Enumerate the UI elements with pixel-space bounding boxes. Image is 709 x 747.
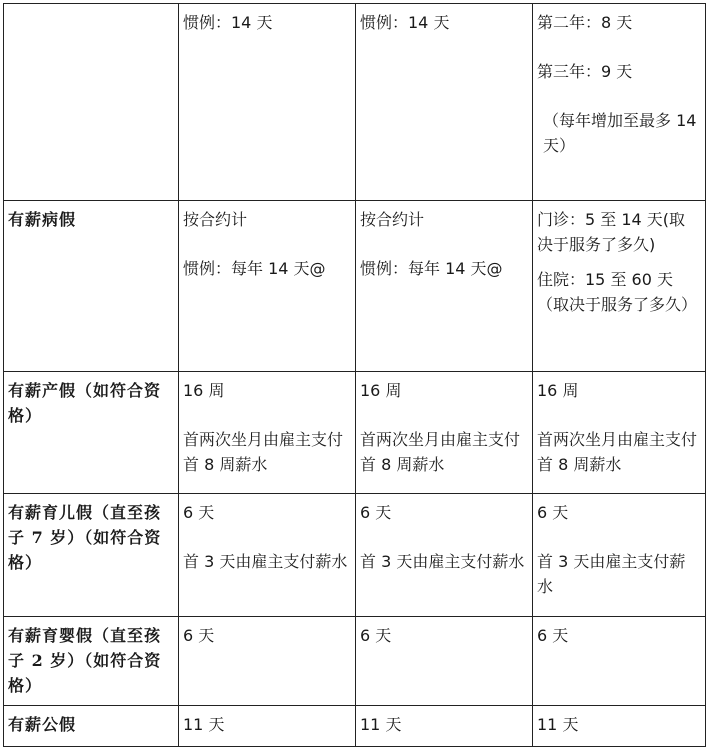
table-row-public-holidays — [4, 706, 706, 747]
cell-text: 6 天 — [360, 626, 392, 645]
table-cell — [179, 706, 356, 747]
cell-text: 惯例：每年 14 天@ — [183, 259, 326, 278]
row-header: 有薪公假 — [4, 706, 179, 747]
cell-text: 首 3 天由雇主支付薪水 — [360, 552, 525, 571]
table-cell — [179, 372, 356, 494]
table-cell — [356, 617, 533, 706]
table-cell — [533, 494, 706, 617]
cell-text: （每年增加至最多 14 天） — [543, 111, 697, 155]
cell-text: 6 天 — [360, 503, 392, 522]
row-header: 有薪育婴假（直至孩子 2 岁）（如符合资格） — [4, 617, 179, 706]
cell-text: 首 3 天由雇主支付薪水 — [183, 552, 348, 571]
cell-text: 按合约计 — [360, 210, 425, 229]
cell-text: 住院：15 至 60 天（取决于服务了多久） — [537, 270, 698, 314]
table-cell — [356, 494, 533, 617]
row-header: 有薪产假（如符合资格） — [4, 372, 179, 494]
cell-text: 首两次坐月由雇主支付首 8 周薪水 — [360, 430, 521, 474]
table-cell — [356, 372, 533, 494]
table-cell — [533, 201, 706, 372]
cell-text: 首 3 天由雇主支付薪水 — [537, 552, 686, 596]
table-cell — [356, 4, 533, 201]
table-cell — [533, 617, 706, 706]
cell-text: 11 天 — [183, 715, 225, 734]
cell-text: 第二年：8 天 — [537, 13, 633, 32]
table-cell — [179, 494, 356, 617]
cell-text: 首两次坐月由雇主支付首 8 周薪水 — [183, 430, 344, 474]
table-cell — [179, 201, 356, 372]
cell-text: 惯例：14 天 — [360, 13, 450, 32]
cell-text: 16 周 — [183, 381, 225, 400]
table-cell — [356, 201, 533, 372]
cell-text: 门诊：5 至 14 天(取决于服务了多久) — [537, 210, 686, 254]
row-header — [4, 4, 179, 201]
table-row-annual-leave — [4, 4, 706, 201]
row-header: 有薪病假 — [4, 201, 179, 372]
table-cell — [533, 4, 706, 201]
table-cell — [356, 706, 533, 747]
cell-text: 惯例：每年 14 天@ — [360, 259, 503, 278]
table-cell — [179, 4, 356, 201]
table-cell — [179, 617, 356, 706]
cell-text: 第三年：9 天 — [537, 62, 633, 81]
table-row-infantcare-leave — [4, 617, 706, 706]
cell-text: 11 天 — [360, 715, 402, 734]
cell-text: 6 天 — [183, 503, 215, 522]
cell-text: 按合约计 — [183, 210, 248, 229]
table-cell — [533, 706, 706, 747]
table-cell — [533, 372, 706, 494]
cell-text: 6 天 — [183, 626, 215, 645]
table-row-maternity-leave — [4, 372, 706, 494]
cell-text: 16 周 — [537, 381, 579, 400]
row-header: 有薪育儿假（直至孩子 7 岁）（如符合资格） — [4, 494, 179, 617]
cell-text: 首两次坐月由雇主支付首 8 周薪水 — [537, 430, 698, 474]
cell-text: 6 天 — [537, 503, 569, 522]
cell-text: 16 周 — [360, 381, 402, 400]
table-row-childcare-leave — [4, 494, 706, 617]
table-row-sick-leave — [4, 201, 706, 372]
cell-text: 6 天 — [537, 626, 569, 645]
leave-comparison-table — [3, 3, 706, 747]
cell-text: 11 天 — [537, 715, 579, 734]
cell-text: 惯例：14 天 — [183, 13, 273, 32]
